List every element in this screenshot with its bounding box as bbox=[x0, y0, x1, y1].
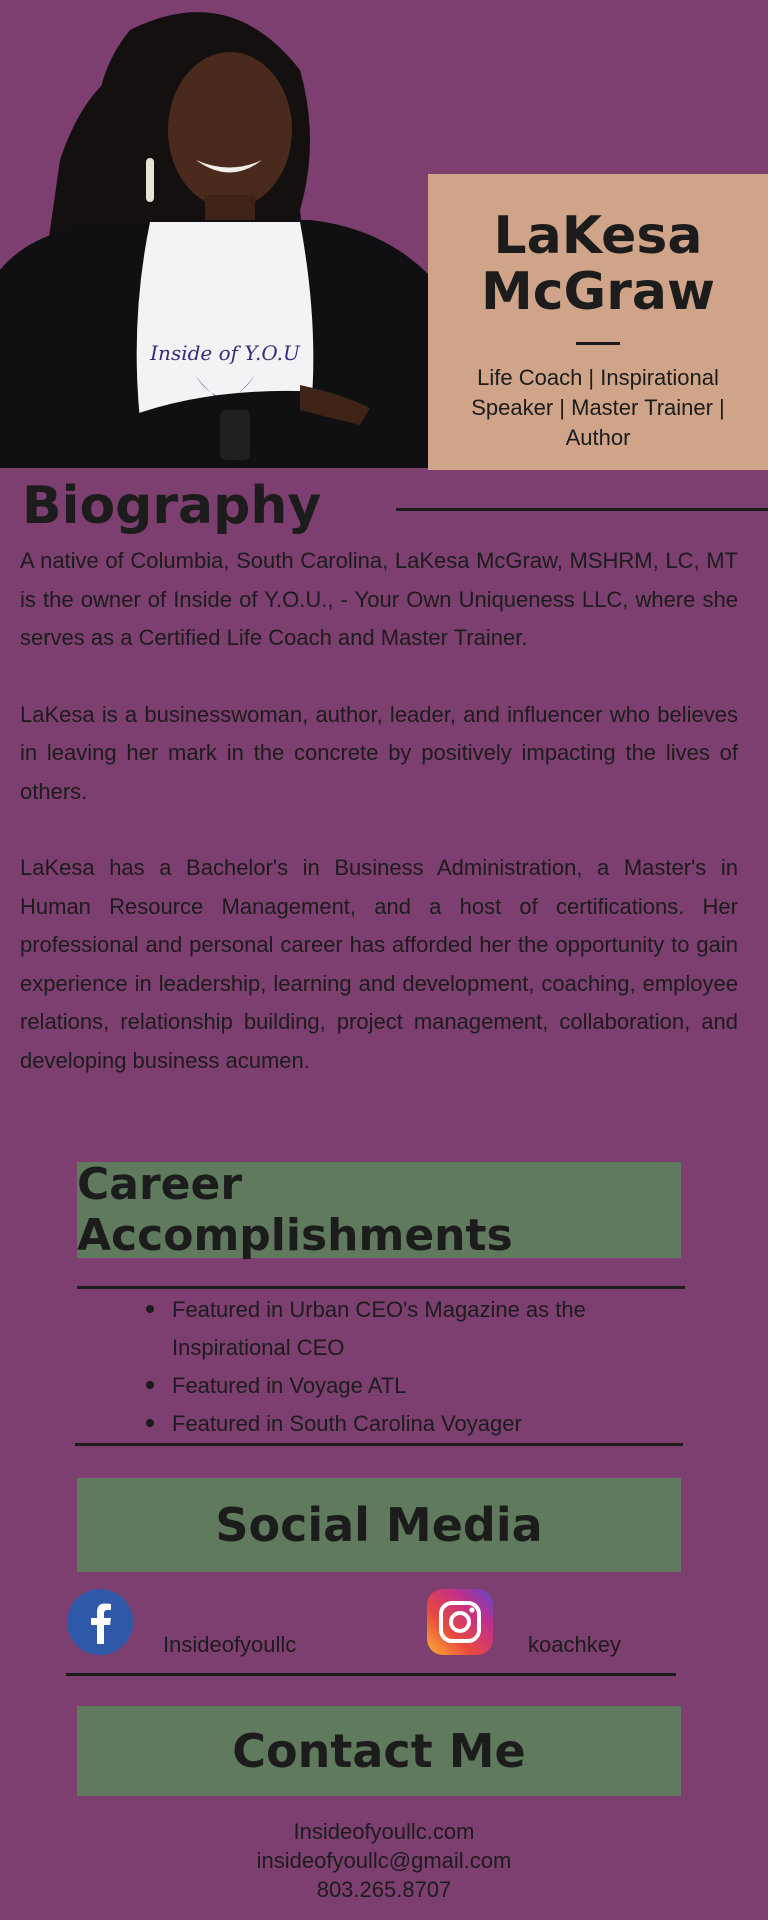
name-card bbox=[428, 174, 768, 470]
contact-email[interactable]: insideofyoullc@gmail.com bbox=[256, 1848, 512, 1873]
facebook-icon[interactable] bbox=[66, 1588, 134, 1656]
bio-paragraph: LaKesa is a businesswoman, author, leader, and influencer who believes in leaving her mark in the concrete by positively impacting the lives of others. bbox=[20, 701, 738, 804]
accomplishments-list bbox=[150, 1291, 620, 1443]
list-item: Featured in Urban CEO's Magazine as the Inspirational CEO bbox=[150, 1291, 620, 1367]
accomplishments-divider-top bbox=[77, 1286, 685, 1289]
biography-text bbox=[20, 542, 738, 1118]
contact-phone[interactable]: 803.265.8707 bbox=[316, 1877, 452, 1902]
biography-title: Biography bbox=[22, 476, 322, 536]
profile-photo bbox=[0, 0, 450, 468]
biography-divider bbox=[396, 508, 768, 511]
accomplishments-divider-bottom bbox=[75, 1443, 683, 1446]
person-name: LaKesa McGraw bbox=[480, 206, 716, 322]
facebook-handle[interactable]: Insideofyoullc bbox=[163, 1632, 297, 1657]
name-divider bbox=[576, 342, 620, 345]
list-item: Featured in Voyage ATL bbox=[150, 1367, 620, 1405]
list-item: Featured in South Carolina Voyager bbox=[150, 1405, 620, 1443]
shirt-logo-text: Inside of Y.O.U bbox=[150, 341, 300, 365]
contact-website[interactable]: Insideofyoullc.com bbox=[293, 1819, 475, 1844]
person-role: Life Coach | Inspirational Speaker | Master Trainer | Author bbox=[471, 365, 725, 450]
social-divider bbox=[66, 1673, 676, 1676]
accomplishments-banner: Career Accomplishments bbox=[77, 1162, 681, 1258]
contact-banner: Contact Me bbox=[77, 1706, 681, 1796]
instagram-icon[interactable] bbox=[426, 1588, 494, 1656]
social-banner: Social Media bbox=[77, 1478, 681, 1572]
instagram-handle[interactable]: koachkey bbox=[528, 1632, 621, 1657]
bio-paragraph: LaKesa has a Bachelor's in Business Administration, a Master's in Human Resource Management, and a host of certifications. Her professional and personal career has afforded her the opportunity to gain experience in leadership, learning and development, coaching, employee relations, relationship building, project management, collaboration, and developing business acumen. bbox=[20, 855, 738, 1073]
bio-paragraph: A native of Columbia, South Carolina, LaKesa McGraw, MSHRM, LC, MT is the owner of Inside of Y.O.U., - Your Own Uniqueness LLC, where she serves as a Certified Life Coach and Master Trainer. bbox=[20, 548, 738, 650]
